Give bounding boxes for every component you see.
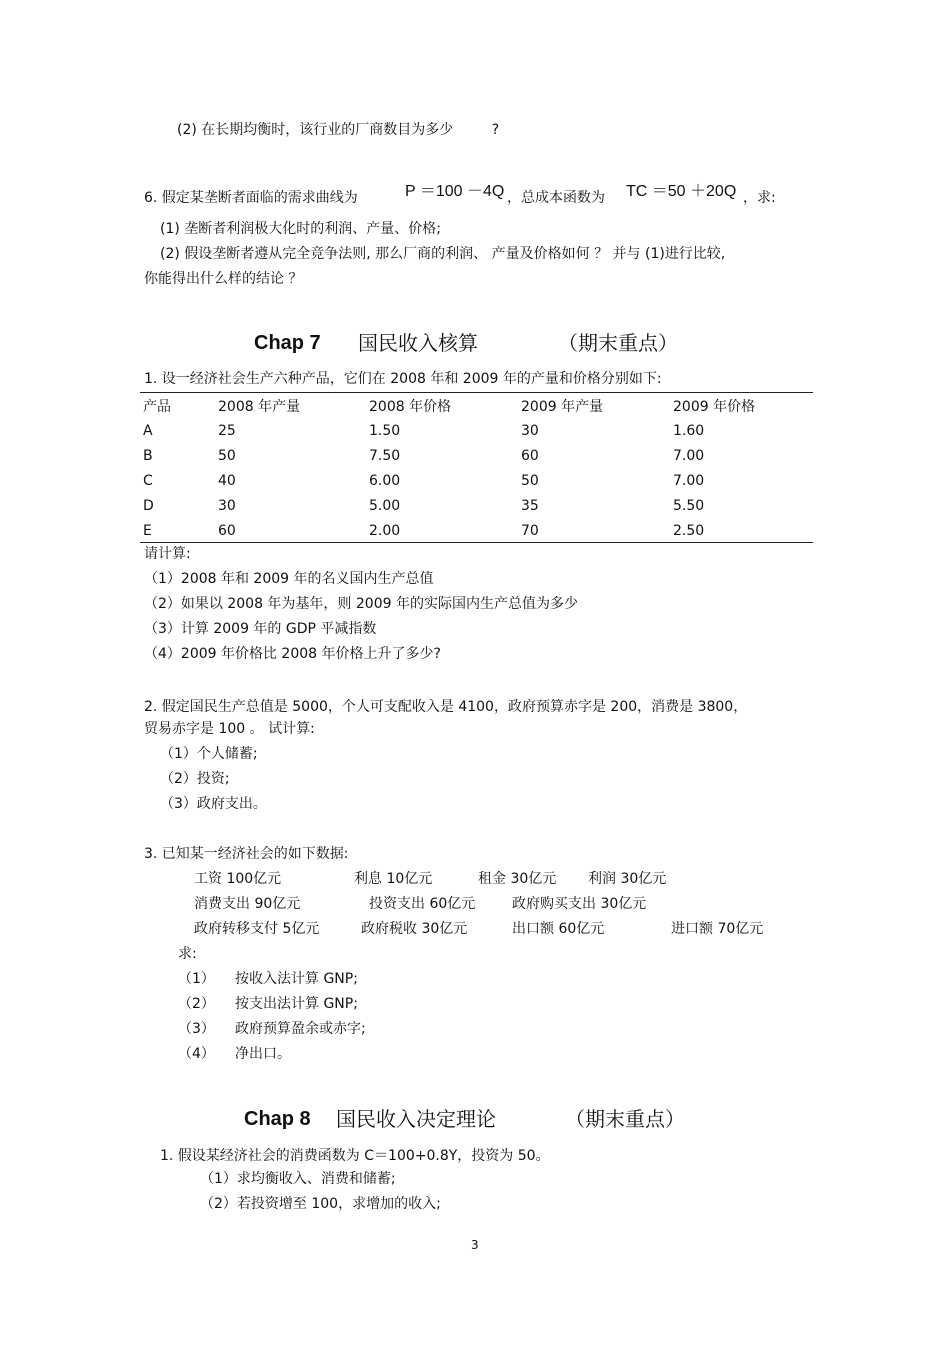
- q3-item-text: 净出口。: [235, 1046, 291, 1062]
- q3-item-num: （4）: [178, 1046, 215, 1062]
- table-cell: 25: [218, 423, 236, 439]
- chap8-note: （期末重点）: [565, 1107, 685, 1131]
- q6-part1: (1) 垄断者利润极大化时的利润、产量、价格;: [160, 221, 441, 237]
- chap8-title: 国民收入决定理论: [336, 1107, 496, 1131]
- table-header: 2008 年价格: [369, 399, 452, 415]
- table-bottom-rule: [140, 542, 813, 543]
- table-cell: 1.60: [673, 423, 705, 439]
- table-cell: E: [143, 523, 152, 539]
- calc-item: （1）2008 年和 2009 年的名义国内生产总值: [144, 571, 434, 587]
- table-header: 2009 年价格: [673, 399, 756, 415]
- chap7-note: （期末重点）: [558, 331, 678, 355]
- table-cell: 2.50: [673, 523, 705, 539]
- calc-item: （2）如果以 2008 年为基年，则 2009 年的实际国内生产总值为多少: [144, 596, 578, 612]
- q6-tail: ，求:: [743, 190, 776, 206]
- table-cell: 7.50: [369, 448, 401, 464]
- table-cell: B: [143, 448, 153, 464]
- chap7-q3-lead: 3. 已知某一经济社会的如下数据:: [144, 846, 349, 862]
- q6-lead: 6. 假定某垄断者面临的需求曲线为: [144, 190, 358, 206]
- q6-cost-formula: TC ＝50 ＋20Q: [626, 183, 737, 200]
- prev-question-part2: [177, 122, 499, 139]
- q3-ask: 求:: [178, 946, 197, 962]
- table-cell: 7.00: [673, 448, 705, 464]
- chap7-q2-item: （1）个人储蓄;: [160, 746, 258, 762]
- chap7-number: Chap 7: [254, 332, 321, 354]
- chap7-q2-line1: 2. 假定国民生产总值是 5000，个人可支配收入是 4100，政府预算赤字是 200，消费是 3800，: [144, 699, 748, 715]
- q3-data-cell: 租金 30亿元: [478, 871, 557, 887]
- table-cell: 2.00: [369, 523, 401, 539]
- chap8-number: Chap 8: [244, 1108, 311, 1130]
- q3-data-cell: 出口额 60亿元: [512, 921, 605, 937]
- table-cell: 7.00: [673, 473, 705, 489]
- page-number: 3: [471, 1238, 479, 1252]
- table-cell: 5.00: [369, 498, 401, 514]
- table-cell: C: [143, 473, 153, 489]
- table-cell: A: [143, 423, 153, 439]
- calc-item: （3）计算 2009 年的 GDP 平减指数: [144, 621, 377, 637]
- table-cell: 5.50: [673, 498, 705, 514]
- q3-item-num: （3）: [178, 1021, 215, 1037]
- q3-item-text: 按支出法计算 GNP;: [235, 996, 358, 1012]
- q3-data-cell: 进口额 70亿元: [671, 921, 764, 937]
- q3-item-text: 按收入法计算 GNP;: [235, 971, 358, 987]
- chap8-q1-item: （1）求均衡收入、消费和储蓄;: [200, 1171, 396, 1187]
- chap7-q2-item: （2）投资;: [160, 771, 230, 787]
- q3-data-cell: 政府税收 30亿元: [361, 921, 468, 937]
- table-cell: 50: [521, 473, 539, 489]
- q3-data-cell: 消费支出 90亿元: [194, 896, 301, 912]
- q3-item-text: 政府预算盈余或赤字;: [235, 1021, 366, 1037]
- prev-q2-text: 在长期均衡时，该行业的厂商数目为多少: [201, 122, 454, 138]
- chap7-q2-item: （3）政府支出。: [160, 796, 267, 812]
- table-cell: 60: [521, 448, 539, 464]
- table-cell: 60: [218, 523, 236, 539]
- chap7-q1-lead: 1. 设一经济社会生产六种产品，它们在 2008 年和 2009 年的产量和价格分别如下:: [144, 371, 662, 387]
- prev-q2-mark: ?: [491, 122, 500, 138]
- table-header: 产品: [143, 399, 171, 415]
- table-cell: 70: [521, 523, 539, 539]
- q3-data-cell: 工资 100亿元: [194, 871, 282, 887]
- calc-item: （4）2009 年价格比 2008 年价格上升了多少?: [144, 646, 441, 662]
- q3-data-cell: 政府转移支付 5亿元: [194, 921, 320, 937]
- table-cell: 50: [218, 448, 236, 464]
- q3-item-num: （2）: [178, 996, 215, 1012]
- q3-data-cell: 利润 30亿元: [588, 871, 667, 887]
- q3-data-cell: 利息 10亿元: [354, 871, 433, 887]
- q3-data-cell: 政府购买支出 30亿元: [512, 896, 647, 912]
- table-top-rule: [140, 392, 813, 393]
- table-cell: 6.00: [369, 473, 401, 489]
- q6-part2-line1: (2) 假设垄断者遵从完全竞争法则, 那么厂商的利润、 产量及价格如何 ？ 并与 (1)进行比较,: [160, 246, 726, 262]
- q3-item-num: （1）: [178, 971, 215, 987]
- q6-demand-formula: P ＝100 －4Q: [405, 183, 505, 200]
- q6-mid: ，总成本函数为: [507, 190, 605, 206]
- q3-data-cell: 投资支出 60亿元: [369, 896, 476, 912]
- table-cell: 30: [218, 498, 236, 514]
- prev-q2-num: (2): [177, 122, 197, 138]
- chap7-title: 国民收入核算: [358, 331, 478, 355]
- chap7-q2-line2: 贸易赤字是 100 。 试计算:: [144, 721, 315, 737]
- chap8-q1-item: （2）若投资增至 100，求增加的收入;: [200, 1196, 441, 1212]
- table-cell: 35: [521, 498, 539, 514]
- table-cell: 30: [521, 423, 539, 439]
- calc-lead: 请计算:: [144, 546, 191, 562]
- table-cell: 40: [218, 473, 236, 489]
- table-header: 2008 年产量: [218, 399, 301, 415]
- table-cell: D: [143, 498, 154, 514]
- table-cell: 1.50: [369, 423, 401, 439]
- q6-part2-line2: 你能得出什么样的结论 ？: [144, 271, 303, 287]
- table-header: 2009 年产量: [521, 399, 604, 415]
- chap8-q1: 1. 假设某经济社会的消费函数为 C＝100+0.8Y，投资为 50。: [160, 1148, 550, 1164]
